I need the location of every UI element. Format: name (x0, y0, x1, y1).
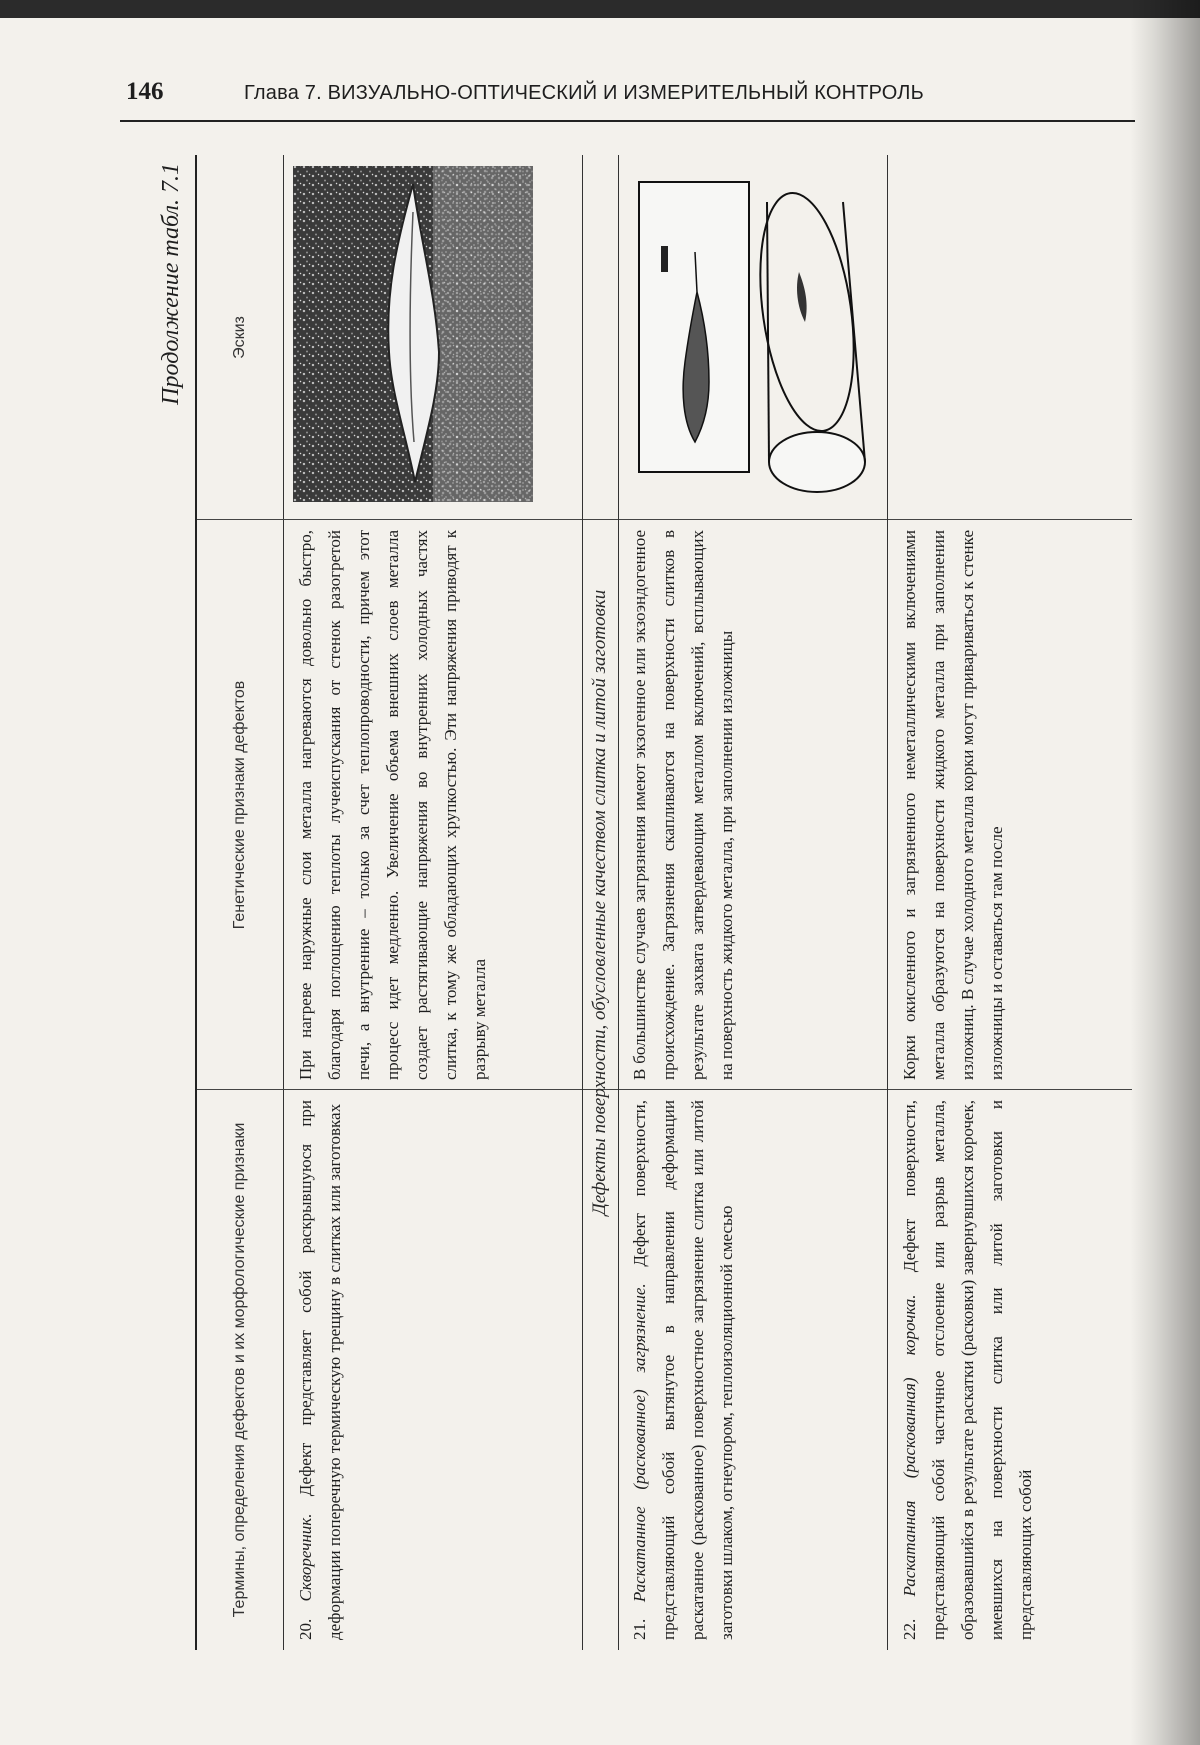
section-rule-top (582, 155, 583, 1650)
header-genetic: Генетические признаки дефектов (231, 680, 248, 930)
page-number: 146 (126, 78, 164, 105)
scan-top-edge (0, 0, 1200, 18)
row-20-term-cell (287, 1090, 577, 1650)
table-caption: Продолжение табл. 7.1 (158, 163, 184, 405)
row-21-definition: Дефект поверхности, представляющий собой вытянутое в направлении деформации раскатанное (раскованное) поверхностное загрязнение слитка или литой заготовки шлаком, огнеупором, теплоизоляционной смесью (630, 1099, 736, 1640)
header-rule (120, 120, 1135, 122)
header-terms: Термины, определения дефектов и их морфологические признаки (231, 1122, 248, 1618)
rolled-contamination-sketch-icon (627, 166, 877, 502)
header-rule-line (283, 155, 284, 1650)
book-spine-shadow (1130, 0, 1200, 1745)
section-title: Дефекты поверхности, обусловленные качеством слитка и литой заготовки (589, 589, 610, 1216)
section-rule-bottom (618, 155, 619, 1650)
row-20-term: Скворечник. (296, 1513, 315, 1602)
row-22-number: 22. (900, 1618, 919, 1640)
row-21-number: 21. (630, 1618, 649, 1640)
defects-table (195, 155, 1132, 1650)
row-21-term-cell (621, 1090, 881, 1650)
row-21-genetic-cell: В большинстве случаев загрязнения имеют экзогенное или экзоэндогенное происхождение. Загрязнения скапливаются на поверхности слитков в результате захвата затвердевающим металлом включений, всплывающих на поверхность жидкого металла, при заполнении изложницы (630, 530, 736, 1080)
row-22-definition: Дефект поверхности, представляющий собой частичное отслоение или разрыв металла, образовавшийся в результате раскатки (расковки) завернувшихся корочек, имевшихся на поверхности слитка или литой заготовки и представляющих собой (900, 1099, 1035, 1640)
row-20-genetic-cell: При нагреве наружные слои металла нагреваются довольно быстро, благодаря поглощению теплоты лучеиспускания от стенок разогретой печи, а внутренние – только за счет теплопроводности, причем этот процесс идет медленно. Увеличение объема внешних слоев металла создает растягивающие напряжения во внутренних холодных частях слитка, к тому же обладающих хрупкостью. Эти напряжения приводят к разрыву металла (296, 530, 489, 1080)
row-21-term: Раскатанное (раскованное) загрязнение. (630, 1283, 649, 1603)
row-rule (887, 155, 888, 1650)
row-20-number: 20. (296, 1618, 315, 1640)
row-22-term: Раскатанная (раскованная) корочка. (900, 1294, 919, 1597)
header-sketch: Эскиз (231, 316, 248, 359)
row-22-genetic-cell: Корки окисленного и загрязненного неметаллическими включениями металла образуются на поверхности жидкого металла при заполнении изложниц. В случае холодного металла корки могут привариваться к стенке изложницы и оставаться там после (900, 530, 1006, 1080)
table-header (197, 155, 283, 1650)
thermal-crack-photo-icon (293, 166, 533, 502)
row-22-term-cell (891, 1090, 1131, 1650)
row-20-definition: Дефект представляет собой раскрывшуюся при деформации поперечную термическую трещину в слитках или заготовках (296, 1099, 344, 1640)
rotated-table-block (155, 155, 1130, 1650)
running-head: Глава 7. ВИЗУАЛЬНО-ОПТИЧЕСКИЙ И ИЗМЕРИТЕЛЬНЫЙ КОНТРОЛЬ (244, 82, 924, 104)
